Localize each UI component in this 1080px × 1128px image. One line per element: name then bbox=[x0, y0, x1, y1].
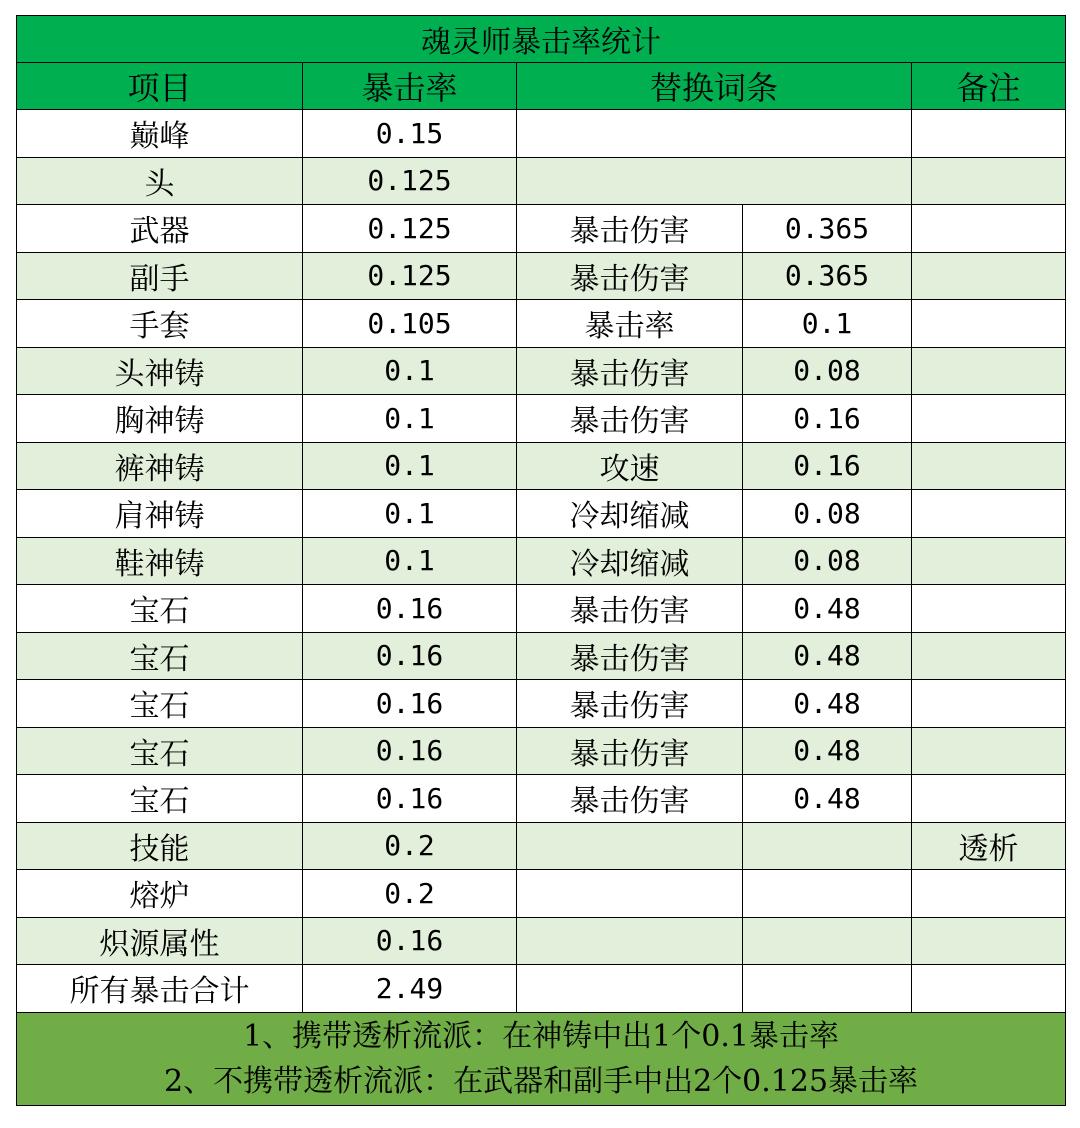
table-row bbox=[17, 822, 1066, 870]
replace-entry-cell bbox=[517, 822, 743, 870]
crit-rate-cell: 0.15 bbox=[303, 110, 517, 158]
remark-cell bbox=[912, 917, 1066, 965]
replace-entry-cell: 攻速 bbox=[517, 442, 743, 490]
crit-rate-cell: 0.125 bbox=[303, 157, 517, 205]
remark-cell bbox=[912, 347, 1066, 395]
table-row bbox=[17, 775, 1066, 823]
crit-rate-cell: 0.1 bbox=[303, 395, 517, 443]
header-crit-rate: 暴击率 bbox=[303, 63, 517, 110]
crit-rate-cell: 2.49 bbox=[303, 965, 517, 1013]
crit-rate-cell: 0.1 bbox=[303, 442, 517, 490]
remark-cell bbox=[912, 205, 1066, 253]
replace-entry-value-cell bbox=[743, 822, 912, 870]
table-row bbox=[17, 965, 1066, 1013]
replace-entry-value-cell: 0.48 bbox=[743, 727, 912, 775]
header-replace-entry: 替换词条 bbox=[517, 63, 912, 110]
table-row bbox=[17, 442, 1066, 490]
replace-entry-cell: 暴击伤害 bbox=[517, 632, 743, 680]
table-row bbox=[17, 917, 1066, 965]
table-row bbox=[17, 110, 1066, 158]
replace-entry-value-cell bbox=[743, 917, 912, 965]
crit-rate-cell: 0.16 bbox=[303, 775, 517, 823]
item-cell: 副手 bbox=[17, 252, 303, 300]
table-row bbox=[17, 395, 1066, 443]
table-row bbox=[17, 537, 1066, 585]
replace-entry-cell: 暴击伤害 bbox=[517, 680, 743, 728]
item-cell: 裤神铸 bbox=[17, 442, 303, 490]
remark-cell bbox=[912, 442, 1066, 490]
replace-entry-value-cell: 0.48 bbox=[743, 632, 912, 680]
replace-entry-cell: 暴击伤害 bbox=[517, 775, 743, 823]
table-row bbox=[17, 347, 1066, 395]
remark-cell bbox=[912, 252, 1066, 300]
remark-cell bbox=[912, 775, 1066, 823]
remark-cell bbox=[912, 585, 1066, 633]
table-row bbox=[17, 157, 1066, 205]
replace-entry-value-cell: 0.08 bbox=[743, 537, 912, 585]
replace-entry-value-cell: 0.16 bbox=[743, 442, 912, 490]
item-cell: 宝石 bbox=[17, 632, 303, 680]
replace-entry-value-cell: 0.48 bbox=[743, 585, 912, 633]
table-row bbox=[17, 727, 1066, 775]
note-line-1: 1、携带透析流派：在神铸中出1个0.1暴击率 bbox=[243, 1018, 839, 1054]
crit-rate-cell: 0.16 bbox=[303, 585, 517, 633]
remark-cell bbox=[912, 727, 1066, 775]
replace-entry-cell bbox=[517, 870, 743, 918]
remark-cell bbox=[912, 965, 1066, 1013]
table-row bbox=[17, 300, 1066, 348]
replace-entry-cell: 暴击伤害 bbox=[517, 727, 743, 775]
item-cell: 胸神铸 bbox=[17, 395, 303, 443]
item-cell: 头神铸 bbox=[17, 347, 303, 395]
replace-entry-cell: 暴击伤害 bbox=[517, 252, 743, 300]
header-remark: 备注 bbox=[912, 63, 1066, 110]
remark-cell bbox=[912, 395, 1066, 443]
item-cell: 炽源属性 bbox=[17, 917, 303, 965]
replace-entry-cell: 暴击伤害 bbox=[517, 347, 743, 395]
crit-rate-table bbox=[16, 15, 1066, 1106]
item-cell: 熔炉 bbox=[17, 870, 303, 918]
replace-entry-cell bbox=[517, 157, 912, 205]
crit-rate-cell: 0.1 bbox=[303, 537, 517, 585]
replace-entry-cell bbox=[517, 110, 912, 158]
crit-rate-cell: 0.125 bbox=[303, 205, 517, 253]
title-row bbox=[17, 16, 1066, 63]
remark-cell bbox=[912, 300, 1066, 348]
table-row bbox=[17, 632, 1066, 680]
remark-cell bbox=[912, 537, 1066, 585]
crit-rate-cell: 0.16 bbox=[303, 727, 517, 775]
remark-cell bbox=[912, 870, 1066, 918]
item-cell: 鞋神铸 bbox=[17, 537, 303, 585]
replace-entry-value-cell: 0.16 bbox=[743, 395, 912, 443]
replace-entry-cell: 暴击伤害 bbox=[517, 585, 743, 633]
replace-entry-value-cell: 0.08 bbox=[743, 490, 912, 538]
replace-entry-value-cell bbox=[743, 870, 912, 918]
replace-entry-cell bbox=[517, 917, 743, 965]
crit-rate-cell: 0.2 bbox=[303, 870, 517, 918]
table-row bbox=[17, 205, 1066, 253]
crit-rate-cell: 0.16 bbox=[303, 917, 517, 965]
item-cell: 宝石 bbox=[17, 585, 303, 633]
crit-rate-cell: 0.105 bbox=[303, 300, 517, 348]
item-cell: 武器 bbox=[17, 205, 303, 253]
item-cell: 巅峰 bbox=[17, 110, 303, 158]
table-row bbox=[17, 490, 1066, 538]
crit-rate-cell: 0.2 bbox=[303, 822, 517, 870]
table-row bbox=[17, 870, 1066, 918]
item-cell: 宝石 bbox=[17, 680, 303, 728]
header-row bbox=[17, 63, 1066, 110]
notes-cell bbox=[17, 1012, 1066, 1105]
item-cell: 手套 bbox=[17, 300, 303, 348]
crit-rate-cell: 0.1 bbox=[303, 490, 517, 538]
remark-cell bbox=[912, 490, 1066, 538]
replace-entry-value-cell: 0.08 bbox=[743, 347, 912, 395]
table-title: 魂灵师暴击率统计 bbox=[17, 16, 1066, 63]
item-cell: 宝石 bbox=[17, 775, 303, 823]
crit-rate-cell: 0.16 bbox=[303, 632, 517, 680]
table-row bbox=[17, 252, 1066, 300]
replace-entry-cell: 冷却缩减 bbox=[517, 490, 743, 538]
remark-cell bbox=[912, 110, 1066, 158]
item-cell: 所有暴击合计 bbox=[17, 965, 303, 1013]
item-cell: 头 bbox=[17, 157, 303, 205]
table-row bbox=[17, 680, 1066, 728]
replace-entry-cell: 暴击伤害 bbox=[517, 205, 743, 253]
item-cell: 宝石 bbox=[17, 727, 303, 775]
replace-entry-cell bbox=[517, 965, 743, 1013]
remark-cell bbox=[912, 157, 1066, 205]
table-row bbox=[17, 585, 1066, 633]
item-cell: 技能 bbox=[17, 822, 303, 870]
header-item: 项目 bbox=[17, 63, 303, 110]
replace-entry-value-cell: 0.365 bbox=[743, 205, 912, 253]
remark-cell: 透析 bbox=[912, 822, 1066, 870]
notes-row bbox=[17, 1012, 1066, 1105]
replace-entry-value-cell bbox=[743, 965, 912, 1013]
replace-entry-value-cell: 0.1 bbox=[743, 300, 912, 348]
crit-rate-cell: 0.16 bbox=[303, 680, 517, 728]
replace-entry-value-cell: 0.48 bbox=[743, 775, 912, 823]
crit-rate-cell: 0.125 bbox=[303, 252, 517, 300]
replace-entry-cell: 暴击率 bbox=[517, 300, 743, 348]
replace-entry-cell: 暴击伤害 bbox=[517, 395, 743, 443]
remark-cell bbox=[912, 632, 1066, 680]
replace-entry-cell: 冷却缩减 bbox=[517, 537, 743, 585]
note-line-2: 2、不携带透析流派：在武器和副手中出2个0.125暴击率 bbox=[164, 1063, 919, 1099]
remark-cell bbox=[912, 680, 1066, 728]
replace-entry-value-cell: 0.48 bbox=[743, 680, 912, 728]
crit-rate-cell: 0.1 bbox=[303, 347, 517, 395]
replace-entry-value-cell: 0.365 bbox=[743, 252, 912, 300]
item-cell: 肩神铸 bbox=[17, 490, 303, 538]
